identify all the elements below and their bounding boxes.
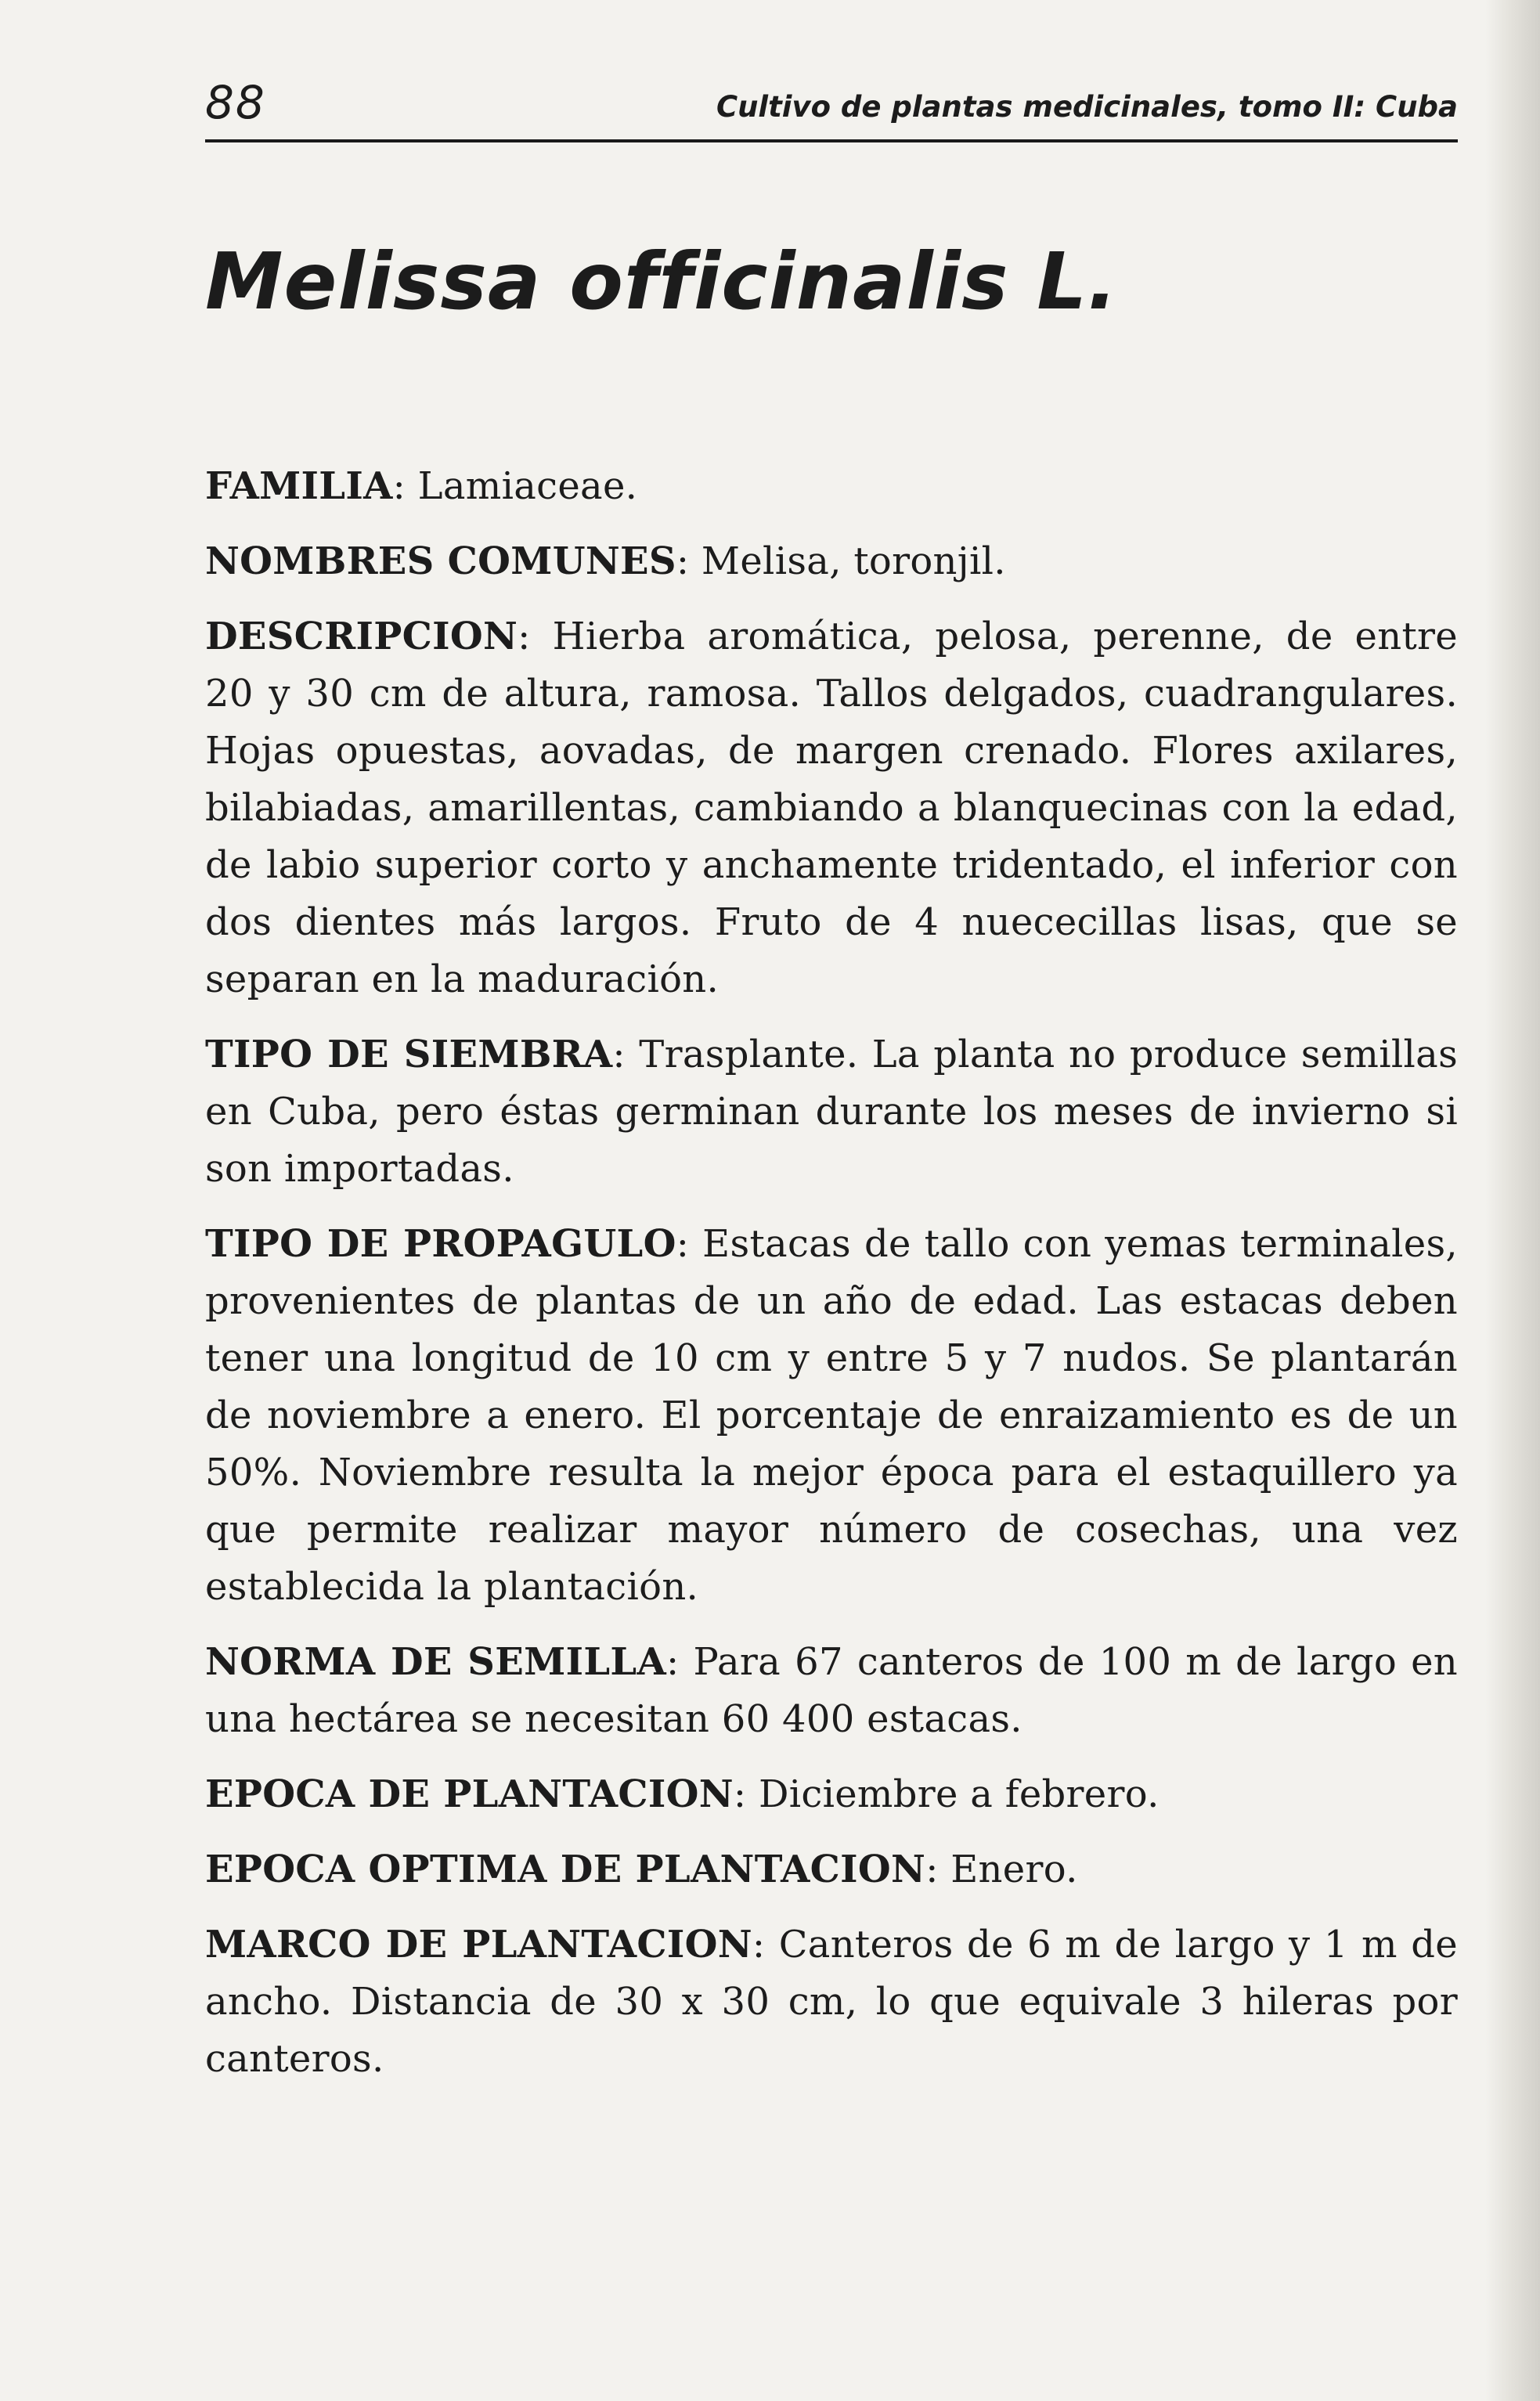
entry-marco-de-plantacion: MARCO DE PLANTACION: Canteros de 6 m de largo y 1 m de ancho. Distancia de 30 x 30 cm, lo que equivale 3 hileras por canteros. xyxy=(205,1923,1458,2081)
entry-nombres-comunes: NOMBRES COMUNES: Melisa, toronjil. xyxy=(205,539,1006,583)
entry-label: NOMBRES COMUNES xyxy=(205,539,676,583)
book-page xyxy=(205,0,1458,2401)
entry-descripcion: DESCRIPCION: Hierba aromática, pelosa, perenne, de entre 20 y 30 cm de altura, ramosa. Tallos delgados, cuadrangulares. Hojas opuestas, aovadas, de margen crenado. Flores axilares, bilabiadas, amarillentas, cambiando a blanquecinas con la edad, de labio superior corto y anchamente tridentado, el inferior con dos dientes más largos. Fruto de 4 nuececillas lisas, que se separan en la maduración. xyxy=(205,615,1458,1001)
entry-tipo-de-propagulo: TIPO DE PROPAGULO: Estacas de tallo con yemas terminales, provenientes de plantas de un año de edad. Las estacas deben tener una longitud de 10 cm y entre 5 y 7 nudos. Se plantarán de noviembre a enero. El porcentaje de enraizamiento es de un 50%. Noviembre resulta la mejor época para el estaquillero ya que permite realizar mayor número de cosechas, una vez establecida la plantación. xyxy=(205,1222,1458,1609)
entry-epoca-optima-de-plantacion: EPOCA OPTIMA DE PLANTACION: Enero. xyxy=(205,1848,1078,1891)
entry-norma-de-semilla: NORMA DE SEMILLA: Para 67 canteros de 100 m de largo en una hectárea se necesitan 60 400 estacas. xyxy=(205,1640,1459,1741)
entry-label: TIPO DE SIEMBRA xyxy=(205,1033,613,1076)
entry-text: Enero. xyxy=(950,1848,1078,1891)
running-title: Cultivo de plantas medicinales, tomo II: Cuba xyxy=(716,90,1458,124)
entry-label: EPOCA OPTIMA DE PLANTACION xyxy=(205,1848,926,1891)
entry-label: TIPO DE PROPAGULO xyxy=(205,1222,676,1266)
entry-list xyxy=(205,458,1458,2106)
entry-label: FAMILIA xyxy=(205,464,393,508)
entry-tipo-de-siembra: TIPO DE SIEMBRA: Trasplante. La planta no produce semillas en Cuba, pero éstas germinan durante los meses de invierno si son importadas. xyxy=(205,1033,1459,1191)
species-title: Melissa officinalis L. xyxy=(205,236,1119,327)
entry-text: Canteros de 6 m de largo y 1 m de ancho. Distancia de 30 x 30 cm, lo que equivale 3 hileras por canteros. xyxy=(205,1923,1458,2081)
entry-text: Para 67 canteros de 100 m de largo en una hectárea se necesitan 60 400 estacas. xyxy=(205,1640,1459,1741)
entry-text: Lamiaceae. xyxy=(417,464,638,508)
page-number: 88 xyxy=(205,76,266,129)
entry-text: Hierba aromática, pelosa, perenne, de entre 20 y 30 cm de altura, ramosa. Tallos delgados, cuadrangulares. Hojas opuestas, aovadas, de margen crenado. Flores axilares, bilabiadas, amarillentas, cambiando a blanquecinas con la edad, de labio superior corto y anchamente tridentado, el inferior con dos dientes más largos. Fruto de 4 nuececillas lisas, que se separan en la maduración. xyxy=(205,615,1458,1001)
entry-label: MARCO DE PLANTACION xyxy=(205,1923,752,1967)
page-header xyxy=(205,69,1458,142)
entry-text: Estacas de tallo con yemas terminales, provenientes de plantas de un año de edad. Las estacas deben tener una longitud de 10 cm y entre 5 y 7 nudos. Se plantarán de noviembre a enero. El porcentaje de enraizamiento es de un 50%. Noviembre resulta la mejor época para el estaquillero ya que permite realizar mayor número de cosechas, una vez establecida la plantación. xyxy=(205,1222,1458,1609)
entry-epoca-de-plantacion: EPOCA DE PLANTACION: Diciembre a febrero. xyxy=(205,1772,1160,1816)
entry-text: Diciembre a febrero. xyxy=(758,1772,1160,1816)
entry-text: Melisa, toronjil. xyxy=(701,539,1006,583)
entry-label: EPOCA DE PLANTACION xyxy=(205,1772,734,1816)
entry-text: Trasplante. La planta no produce semillas en Cuba, pero éstas germinan durante los meses de invierno si son importadas. xyxy=(205,1033,1459,1191)
entry-label: DESCRIPCION xyxy=(205,615,518,658)
page-edge-shadow xyxy=(1485,0,1540,2401)
entry-label: NORMA DE SEMILLA xyxy=(205,1640,666,1684)
entry-familia: FAMILIA: Lamiaceae. xyxy=(205,464,638,508)
